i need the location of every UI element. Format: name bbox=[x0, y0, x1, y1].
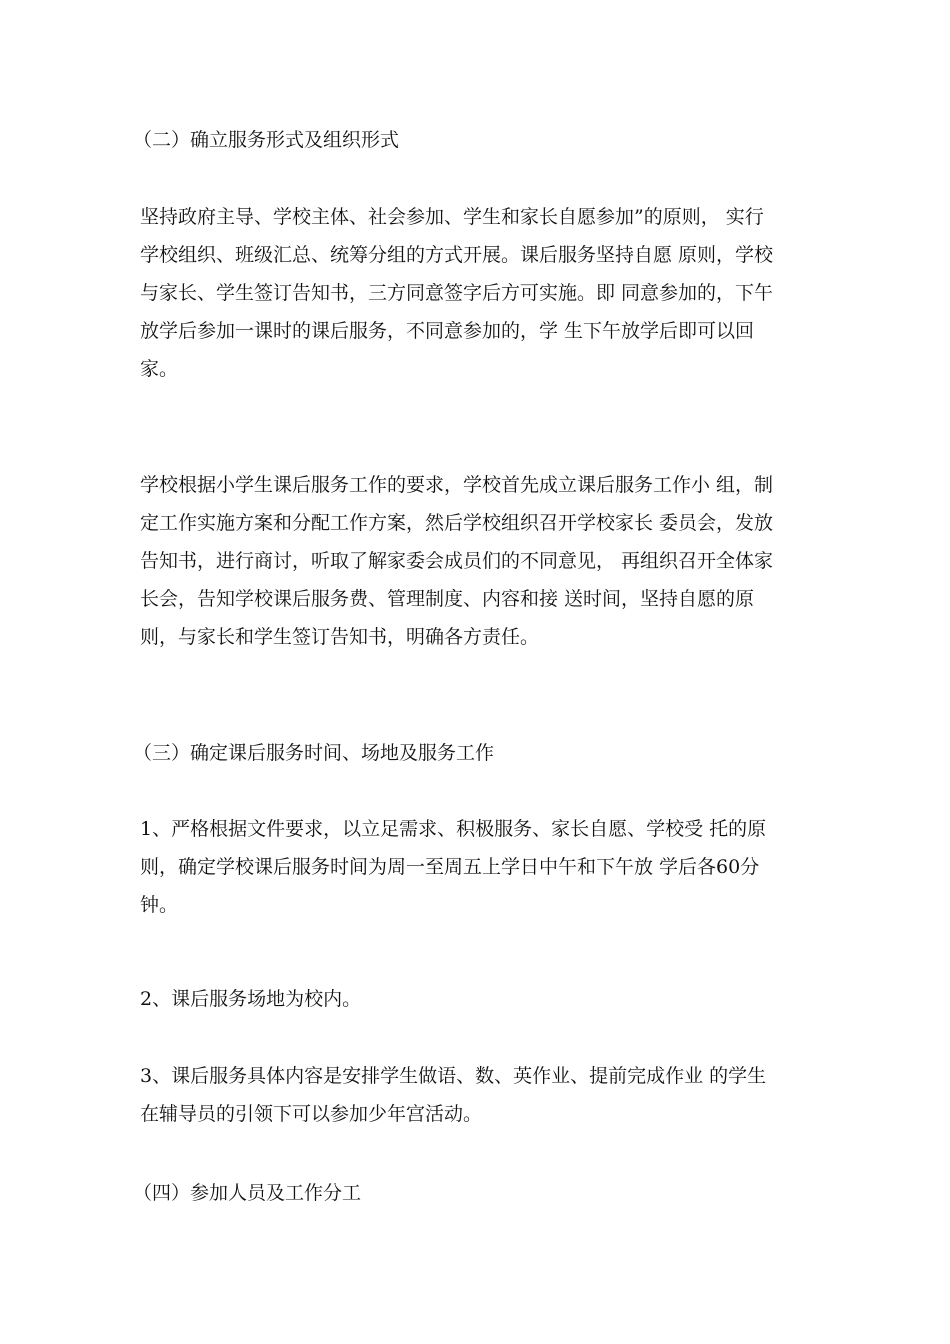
list-item-1 bbox=[140, 810, 820, 924]
paragraph-line: 与家长、学生签订告知书，三方同意签字后方可实施。即 同意参加的，下午 bbox=[140, 282, 774, 304]
section-heading-4 bbox=[133, 1174, 813, 1212]
heading-text: （四）参加人员及工作分工 bbox=[133, 1182, 362, 1204]
heading-text: （三）确定课后服务时间、场地及服务工作 bbox=[133, 742, 495, 764]
paragraph-line: 2、课后服务场地为校内。 bbox=[140, 988, 362, 1010]
paragraph-line: 钟。 bbox=[140, 894, 179, 916]
paragraph-line: 定工作实施方案和分配工作方案，然后学校组织召开学校家长 委员会，发放 bbox=[140, 512, 774, 534]
paragraph-line: 3、课后服务具体内容是安排学生做语、数、英作业、提前完成作业 的学生 bbox=[140, 1065, 767, 1087]
paragraph-service-form bbox=[140, 198, 820, 388]
list-item-3 bbox=[140, 1057, 820, 1133]
paragraph-line: 学校根据小学生课后服务工作的要求，学校首先成立课后服务工作小 组，制 bbox=[140, 474, 774, 496]
paragraph-line: 坚持政府主导、学校主体、社会参加、学生和家长自愿参加”的原则， 实行 bbox=[140, 206, 764, 228]
paragraph-line: 告知书，进行商讨，听取了解家委会成员们的不同意见， 再组织召开全体家 bbox=[140, 550, 774, 572]
paragraph-line: 在辅导员的引领下可以参加少年宫活动。 bbox=[140, 1103, 483, 1125]
paragraph-line: 1、严格根据文件要求，以立足需求、积极服务、家长自愿、学校受 托的原 bbox=[140, 818, 767, 840]
paragraph-line: 家。 bbox=[140, 358, 179, 380]
paragraph-line: 长会，告知学校课后服务费、管理制度、内容和接 送时间，坚持自愿的原 bbox=[140, 588, 755, 610]
section-heading-2 bbox=[133, 121, 813, 159]
paragraph-line: 学校组织、班级汇总、统筹分组的方式开展。课后服务坚持自愿 原则，学校 bbox=[140, 244, 774, 266]
paragraph-line: 则，与家长和学生签订告知书，明确各方责任。 bbox=[140, 626, 540, 648]
heading-text: （二）确立服务形式及组织形式 bbox=[133, 129, 400, 151]
paragraph-line: 则，确定学校课后服务时间为周一至周五上学日中午和下午放 学后各60分 bbox=[140, 856, 760, 878]
section-heading-3 bbox=[133, 734, 813, 772]
paragraph-school-procedure bbox=[140, 466, 820, 656]
list-item-2 bbox=[140, 980, 820, 1018]
paragraph-line: 放学后参加一课时的课后服务，不同意参加的，学 生下午放学后即可以回 bbox=[140, 320, 755, 342]
